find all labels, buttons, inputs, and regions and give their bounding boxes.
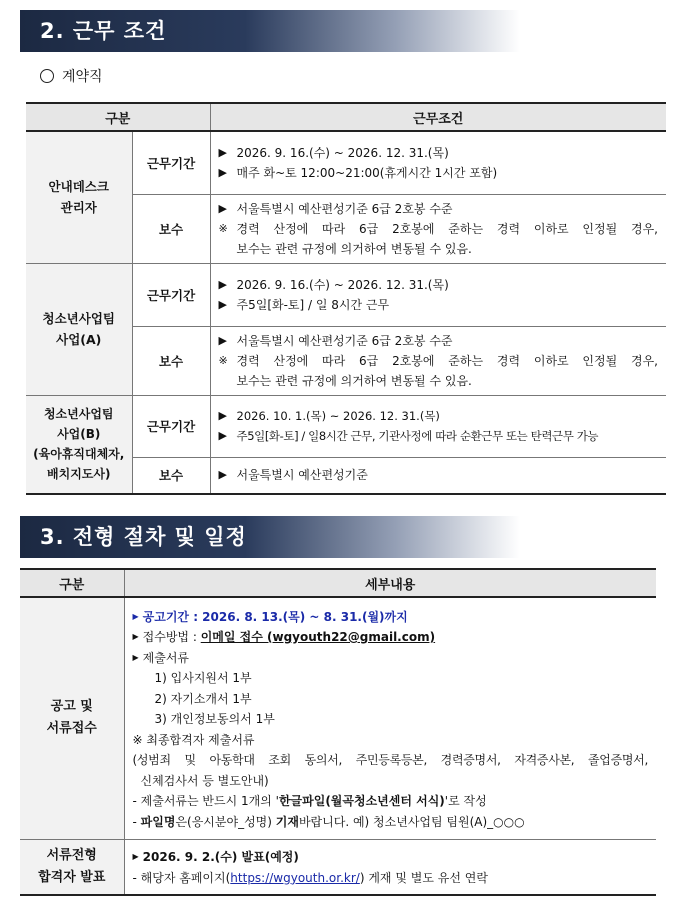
note-text: - 제출서류는 반드시 1개의 ' — [132, 794, 279, 808]
announcement-note — [133, 868, 649, 889]
category-cell — [26, 131, 132, 263]
note-emphasis: 한글파일(월곡청소년센터 서식) — [278, 794, 445, 808]
pay-note: 보수는 관련 규정에 의거하여 변동될 수 있음. — [236, 373, 472, 388]
pay-label: 보수 — [132, 457, 210, 494]
period-line: 주5일[화-토] / 일 8시간 근무 — [236, 297, 390, 312]
pay-line: 서울특별시 예산편성기준 6급 2호봉 수준 — [236, 201, 453, 216]
note-emphasis: 기재 — [275, 814, 299, 829]
category-cell — [20, 839, 124, 895]
triangle-bullet-icon: ▶ — [218, 201, 227, 215]
note-line — [133, 791, 649, 812]
category-line: 관리자 — [60, 200, 97, 216]
docs-heading — [133, 648, 649, 669]
period-line: 주5일[화-토] / 일8시간 근무, 기관사정에 따라 순환근무 또는 탄력근무 가능 — [236, 429, 599, 443]
period-content — [210, 131, 666, 194]
note-text: 은(응시분야_성명) — [175, 814, 276, 829]
category-line: 합격자 발표 — [38, 869, 106, 885]
category-line: 배치지도사) — [47, 467, 111, 482]
reference-mark-icon: ※ — [218, 353, 228, 367]
work-conditions-table — [26, 102, 666, 495]
triangle-bullet-icon: ▶ — [218, 297, 227, 311]
note-text: ) 게재 및 별도 유선 연락 — [359, 870, 488, 885]
period-label: 근무기간 — [132, 263, 210, 326]
category-line: 서류전형 — [46, 847, 97, 863]
final-docs-line: (성범죄 및 아동학대 조회 동의서, 주민등록등본, 경력증명서, 자격증사본, 졸업증명서, — [132, 753, 648, 767]
pay-note: 경력 산정에 따라 6급 2호봉에 준하는 경력 이하로 인정될 경우, — [236, 221, 658, 236]
triangle-bullet-icon: ▶ — [218, 429, 227, 442]
note-emphasis: 파일명 — [140, 814, 176, 829]
period-line: 2026. 9. 16.(수) ~ 2026. 12. 31.(목) — [236, 145, 449, 160]
posting-period — [133, 607, 649, 628]
category-line: 청소년사업팀 — [43, 407, 114, 422]
table-row — [26, 131, 666, 194]
reference-mark-icon: ※ — [218, 221, 228, 235]
table-row — [26, 263, 666, 326]
announcement-date-text: 2026. 9. 2.(수) 발표(예정) — [142, 850, 299, 865]
header-conditions: 근무조건 — [210, 103, 666, 131]
note-text: - — [132, 814, 141, 829]
category-line: 공고 및 — [50, 699, 93, 715]
category-line: 사업(B) — [57, 427, 101, 442]
triangle-bullet-icon: ▶ — [218, 277, 227, 291]
section-3-title: 3. 전형 절차 및 일정 — [20, 516, 520, 558]
application-details — [124, 597, 656, 839]
triangle-bullet-icon: ▶ — [132, 611, 139, 621]
pay-label: 보수 — [132, 326, 210, 395]
triangle-bullet-icon: ▶ — [132, 852, 139, 862]
triangle-bullet-icon: ▶ — [218, 468, 227, 482]
note-text: - 해당자 홈페이지( — [132, 870, 231, 885]
triangle-bullet-icon: ▶ — [132, 632, 139, 641]
homepage-link[interactable]: https://wgyouth.or.kr/ — [230, 870, 360, 885]
contract-type-heading — [40, 66, 103, 86]
triangle-bullet-icon: ▶ — [218, 165, 227, 179]
final-docs-line: 신체검사서 등 별도안내) — [140, 773, 269, 788]
category-cell — [26, 395, 132, 494]
pay-line: 서울특별시 예산편성기준 — [236, 468, 368, 483]
posting-period-text: 공고기간 : 2026. 8. 13.(목) ~ 8. 31.(월)까지 — [142, 609, 408, 624]
docs-title: 제출서류 — [142, 650, 190, 665]
category-line: 안내데스크 — [48, 179, 109, 195]
method-prefix: 접수방법 : — [142, 630, 201, 644]
table-row — [20, 839, 656, 895]
note-text: '로 작성 — [444, 794, 487, 808]
note-line — [133, 812, 649, 833]
announcement-date — [133, 847, 649, 868]
triangle-bullet-icon: ▶ — [132, 652, 139, 662]
pay-content — [210, 326, 666, 395]
category-line: 사업(A) — [56, 332, 102, 347]
pay-content — [210, 457, 666, 494]
triangle-bullet-icon: ▶ — [218, 409, 227, 422]
announcement-details — [124, 839, 656, 895]
circle-bullet-icon — [40, 69, 54, 83]
table-header-row — [20, 569, 656, 597]
pay-note: 보수는 관련 규정에 의거하여 변동될 수 있음. — [236, 241, 472, 256]
selection-process-table — [20, 568, 656, 896]
triangle-bullet-icon: ▶ — [218, 145, 227, 159]
pay-line: 서울특별시 예산편성기준 6급 2호봉 수준 — [236, 333, 453, 348]
table-header-row — [26, 103, 666, 131]
pay-label: 보수 — [132, 194, 210, 263]
table-row — [26, 395, 666, 457]
pay-content — [210, 194, 666, 263]
contract-type-label: 계약직 — [62, 69, 103, 85]
method-value: 이메일 접수 (wgyouth22@gmail.com) — [200, 630, 436, 644]
header-details: 세부내용 — [124, 569, 656, 597]
header-category: 구분 — [20, 569, 124, 597]
section-2-title: 2. 근무 조건 — [20, 10, 520, 52]
category-cell — [26, 263, 132, 395]
period-line: 2026. 10. 1.(목) ~ 2026. 12. 31.(목) — [236, 409, 440, 423]
period-label: 근무기간 — [132, 131, 210, 194]
doc-item: 2) 자기소개서 1부 — [154, 691, 252, 706]
pay-note: 경력 산정에 따라 6급 2호봉에 준하는 경력 이하로 인정될 경우, — [236, 353, 658, 368]
note-text: 바랍니다. 예) 청소년사업팀 팀원(A)_○○○ — [298, 814, 525, 829]
category-cell — [20, 597, 124, 839]
category-line: (육아휴직대체자, — [33, 447, 125, 462]
doc-item: 1) 입사지원서 1부 — [154, 671, 252, 685]
period-content — [210, 395, 666, 457]
category-line: 청소년사업팀 — [42, 311, 115, 326]
period-line: 매주 화~토 12:00~21:00(휴게시간 1시간 포함) — [236, 165, 498, 180]
period-label: 근무기간 — [132, 395, 210, 457]
triangle-bullet-icon: ▶ — [218, 333, 227, 347]
final-docs-title: ※ 최종합격자 제출서류 — [132, 732, 255, 747]
header-category: 구분 — [26, 103, 210, 131]
table-row — [20, 597, 656, 839]
application-method — [133, 627, 649, 648]
period-content — [210, 263, 666, 326]
doc-item: 3) 개인정보동의서 1부 — [154, 712, 275, 726]
category-line: 서류접수 — [46, 721, 97, 737]
period-line: 2026. 9. 16.(수) ~ 2026. 12. 31.(목) — [236, 277, 449, 292]
